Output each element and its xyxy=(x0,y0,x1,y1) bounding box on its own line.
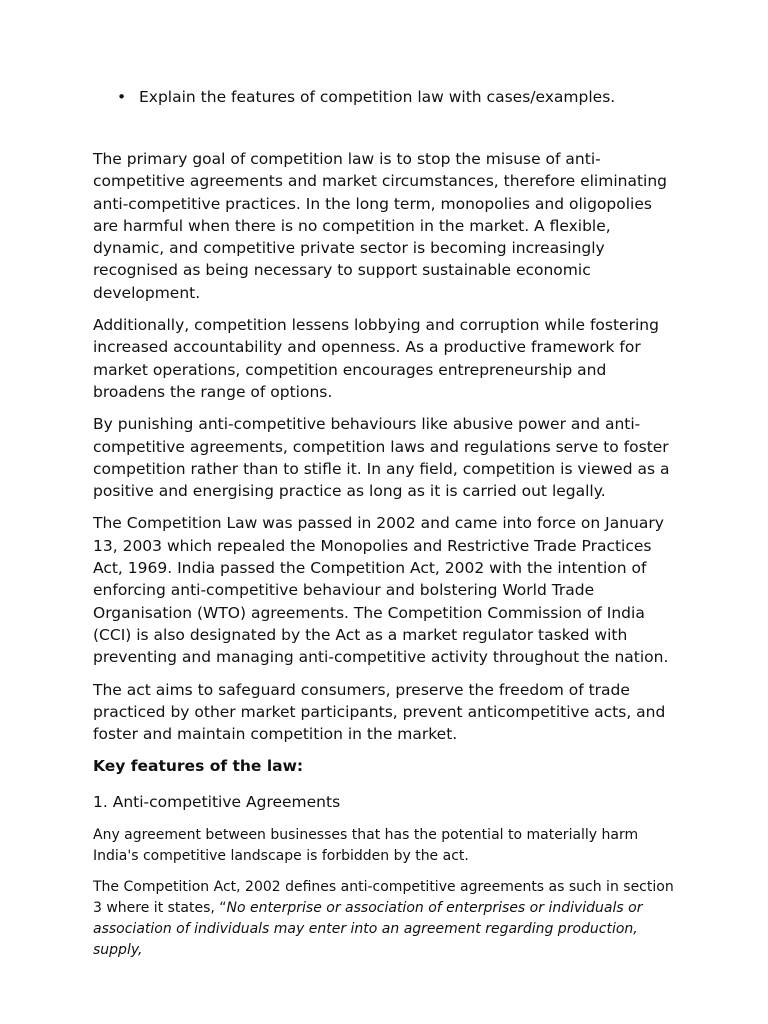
bullet-icon: • xyxy=(117,88,127,106)
paragraph-laws-regulations: By punishing anti-competitive behaviours like abusive power and anti-competitive agreements, competition laws and regulations serve to foster competition rather than to stifle it. In any field, competition is viewed as a positive and energising practice as long as it is carried out legally. xyxy=(93,415,670,501)
paragraph-competition-act-history: The Competition Law was passed in 2002 and came into force on January 13, 2003 which repealed the Monopolies and Restrictive Trade Practices Act, 1969. India passed the Competition Act, 2002 with the intention of enforcing anti-competitive behaviour and bolstering World Trade Organisation (WTO) agreements. The Competition Commission of India (CCI) is also designated by the Act as a market regulator tasked with preventing and managing anti-competitive activity throughout the nation. xyxy=(93,514,669,667)
paragraph-competition-benefits: Additionally, competition lessens lobbying and corruption while fostering increased accountability and openness. As a productive framework for market operations, competition encourages entrepreneurship and broadens the range of options. xyxy=(93,316,659,401)
paragraph-section-3 xyxy=(93,877,678,961)
paragraph-agreement-definition: Any agreement between businesses that has the potential to materially harm India's competitive landscape is forbidden by the act. xyxy=(93,827,639,865)
section-3-quote: No enterprise or association of enterprises or individuals or association of individuals may enter into an agreement regarding production, supply, xyxy=(93,900,643,959)
bullet-text: Explain the features of competition law with cases/examples. xyxy=(139,88,616,106)
subheading-anti-competitive-agreements: 1. Anti-competitive Agreements xyxy=(93,793,341,812)
paragraph-act-aims: The act aims to safeguard consumers, preserve the freedom of trade practiced by other market participants, prevent anticompetitive acts, and foster and maintain competition in the market. xyxy=(93,680,666,744)
key-features-heading: Key features of the law: xyxy=(93,757,304,776)
document-page xyxy=(93,86,678,971)
bullet-item xyxy=(93,86,678,108)
paragraph-intro: The primary goal of competition law is to stop the misuse of anti-competitive agreements and market circumstances, therefore eliminating anti-competitive practices. In the long term, monopolies and oligopolies are harmful when there is no competition in the market. A flexible, dynamic, and competitive private sector is becoming increasingly recognised as being necessary to support sustainable economic development. xyxy=(93,150,668,302)
section-3-lead: The Competition Act, 2002 defines anti-competitive agreements as such in section 3 where it states, “ xyxy=(93,879,674,917)
